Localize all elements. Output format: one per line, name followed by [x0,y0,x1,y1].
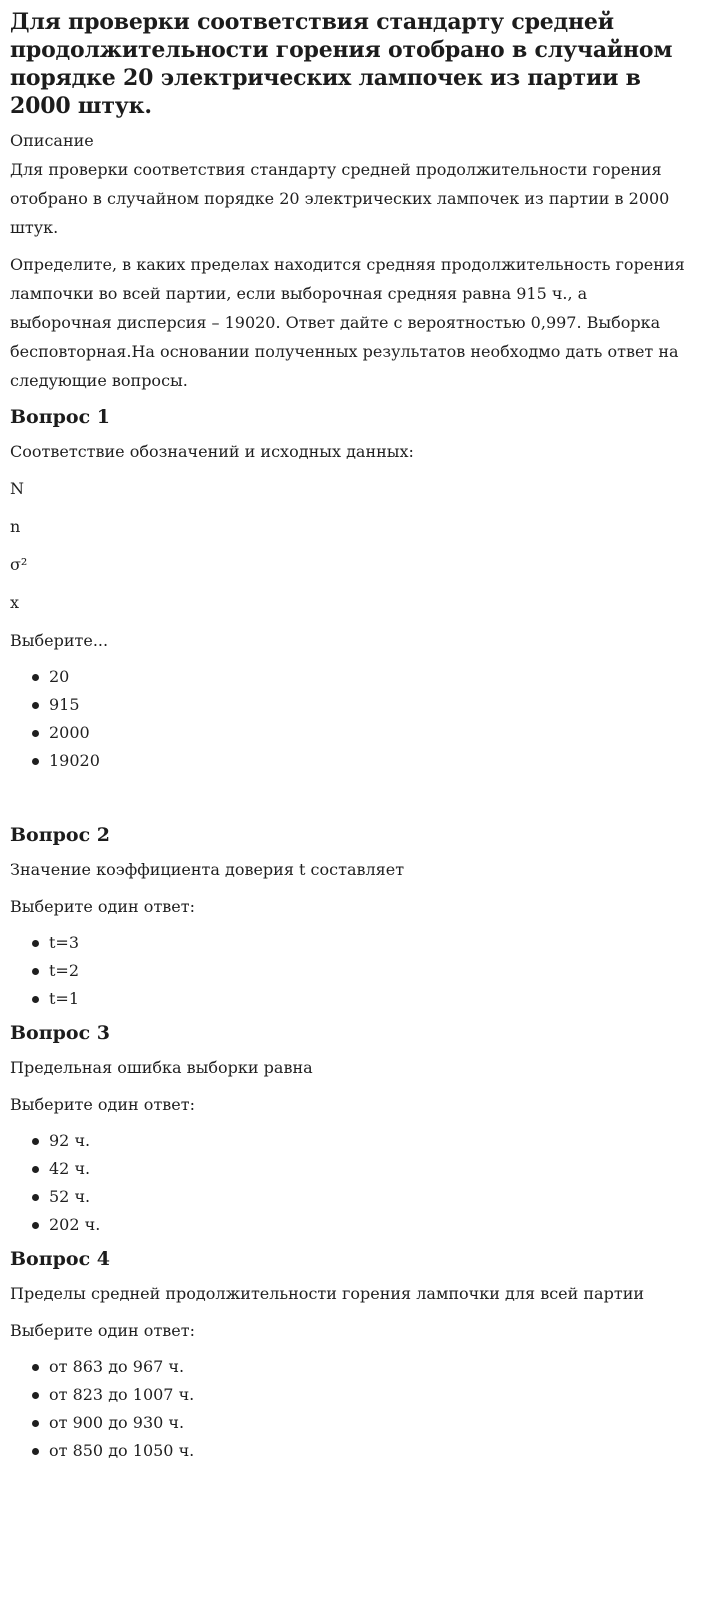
options-list [10,663,691,775]
answer-option[interactable]: 52 ч. [32,1183,691,1211]
question-text: Пределы средней продолжительности горения лампочки для всей партии [10,1284,645,1303]
question-2 [10,821,691,1013]
description-paragraph-2: Определите, в каких пределах находится средняя продолжительность горения лампочки во всей партии, если выборочная средняя равна 915 ч., а выборочная дисперсия – 19020. Ответ дайте с вероятностью 0,997. Выборка бесповторная.На основании полученных результатов необходмо дать ответ на следующие вопросы. [10,255,685,390]
description-paragraph-1: Для проверки соответствия стандарту средней продолжительности горения отобрано в случайном порядке 20 электрических лампочек из партии в 2000 штук. [10,160,670,237]
symbol-label: x [10,593,20,612]
question-text: Предельная ошибка выборки равна [10,1058,313,1077]
answer-option[interactable]: от 823 до 1007 ч. [32,1381,691,1409]
answer-option[interactable]: t=3 [32,929,691,957]
answer-option[interactable]: 19020 [32,747,691,775]
question-4 [10,1245,691,1465]
answer-option[interactable]: 42 ч. [32,1155,691,1183]
symbol-label: n [10,517,21,536]
answer-option[interactable]: 92 ч. [32,1127,691,1155]
options-list [10,1127,691,1239]
question-1 [10,403,691,821]
answer-option[interactable]: 2000 [32,719,691,747]
symbol-label: σ² [10,555,28,574]
answer-option[interactable]: от 900 до 930 ч. [32,1409,691,1437]
answer-hint: Выберите один ответ: [10,1095,196,1114]
symbol-label: N [10,479,24,498]
question-title: Вопрос 3 [10,1022,111,1044]
answer-option[interactable]: от 850 до 1050 ч. [32,1437,691,1465]
question-text: Значение коэффициента доверия t составляет [10,860,405,879]
question-title: Вопрос 2 [10,824,111,846]
question-title: Вопрос 4 [10,1248,111,1270]
answer-option[interactable]: 20 [32,663,691,691]
page-title: Для проверки соответствия стандарту средней продолжительности горения отобрано в случайном порядке 20 электрических лампочек из партии в 2000 штук. [10,9,673,119]
answer-option[interactable]: t=2 [32,957,691,985]
spacer [10,781,691,821]
description-label: Описание [10,131,94,150]
answer-hint: Выберите... [10,631,109,650]
options-list [10,929,691,1013]
question-3 [10,1019,691,1239]
question-text: Соответствие обозначений и исходных данных: [10,442,414,461]
question-title: Вопрос 1 [10,406,111,428]
answer-option[interactable]: 202 ч. [32,1211,691,1239]
answer-hint: Выберите один ответ: [10,1321,196,1340]
answer-option[interactable]: 915 [32,691,691,719]
answer-hint: Выберите один ответ: [10,897,196,916]
options-list [10,1353,691,1465]
answer-option[interactable]: t=1 [32,985,691,1013]
answer-option[interactable]: от 863 до 967 ч. [32,1353,691,1381]
